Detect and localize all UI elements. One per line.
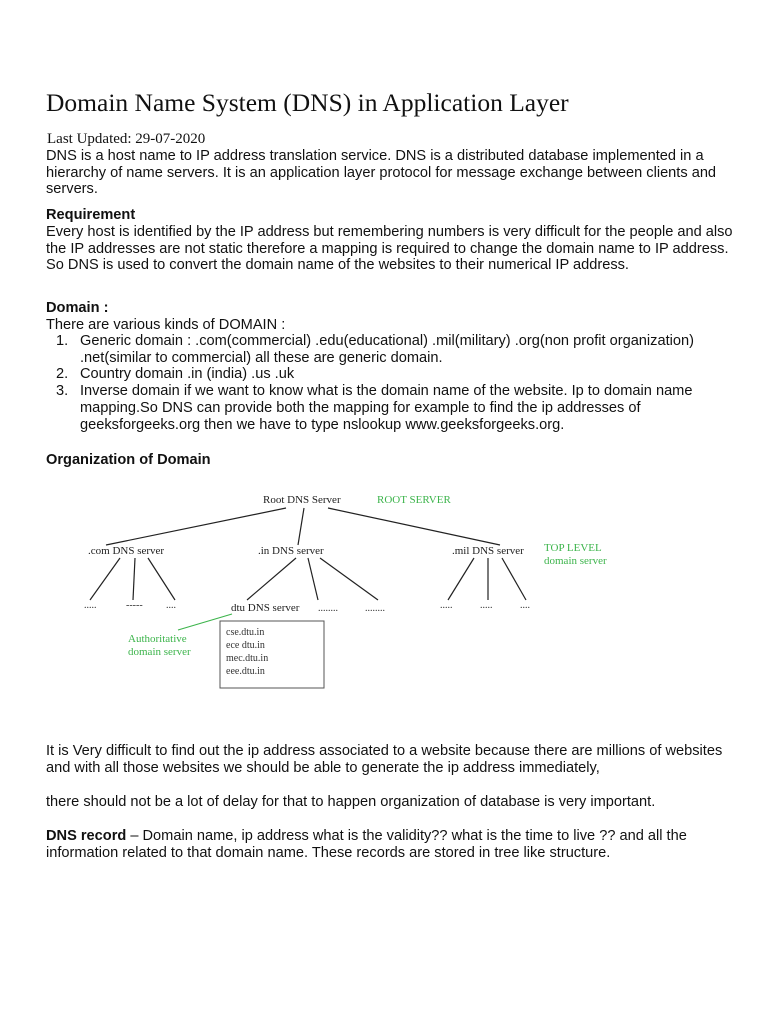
record-entry: eee.dtu.in xyxy=(226,666,265,677)
record-entry: cse.dtu.in xyxy=(226,627,265,638)
list-item: 1. Generic domain : .com(commercial) .edu(educational) .mil(military) .org(non profit organization) .net(similar to commercial) all these are generic domain. xyxy=(56,333,694,366)
dns-record-term: DNS record xyxy=(46,828,127,844)
page-title: Domain Name System (DNS) in Application Layer xyxy=(46,88,569,117)
in-child-dots: ........ xyxy=(365,603,385,614)
in-child-dots: ........ xyxy=(318,603,338,614)
delay-paragraph: there should not be a lot of delay for that to happen organization of database is very important. xyxy=(46,794,656,810)
requirement-paragraph: Every host is identified by the IP address but remembering numbers is very difficult for the people and also the IP addresses are not static therefore a mapping is required to change the domain name to IP address. So DNS is used to convert the domain name of the websites to their numerical IP address. xyxy=(46,224,733,274)
domain-heading: Domain : xyxy=(46,300,109,316)
last-updated: Last Updated: 29-07-2020 xyxy=(47,131,206,147)
com-child-dots: .... xyxy=(166,600,176,611)
top-level-tag: TOP LEVEL xyxy=(544,542,602,554)
domain-list xyxy=(46,333,746,433)
dns-record-text: – Domain name, ip address what is the validity?? what is the time to live ?? and all the information related to that domain name. These records are stored in tree like structure. xyxy=(46,828,687,861)
mil-child-dots: .... xyxy=(520,600,530,611)
list-item: 2. Country domain .in (india) .us .uk xyxy=(56,366,295,383)
domain-intro: There are various kinds of DOMAIN : xyxy=(46,317,286,333)
record-entry: ece dtu.in xyxy=(226,640,265,651)
authoritative-tag-2: domain server xyxy=(128,646,191,658)
requirement-heading: Requirement xyxy=(46,207,136,223)
in-server-label: .in DNS server xyxy=(258,545,324,557)
authoritative-tag: Authoritative xyxy=(128,633,187,645)
com-child-dots: ----- xyxy=(126,600,143,611)
root-server-tag: ROOT SERVER xyxy=(377,494,451,506)
top-level-tag-2: domain server xyxy=(544,555,607,567)
root-server-label: Root DNS Server xyxy=(263,494,341,506)
dns-hierarchy-diagram xyxy=(60,478,660,703)
organization-heading: Organization of Domain xyxy=(46,452,211,468)
list-item: 3. Inverse domain if we want to know what is the domain name of the website. Ip to domain name mapping.So DNS can provide both the mapping for example to find the ip addresses of geeksforgeeks.org then we have to type nslookup www.geeksforgeeks.org. xyxy=(56,383,693,433)
mil-child-dots: ..... xyxy=(440,600,453,611)
intro-paragraph: DNS is a host name to IP address translation service. DNS is a distributed database implemented in a hierarchy of name servers. It is an application layer protocol for message exchange between clients and servers. xyxy=(46,148,717,198)
dns-record-paragraph xyxy=(46,828,746,861)
com-child-dots: ..... xyxy=(84,600,97,611)
com-server-label: .com DNS server xyxy=(88,545,165,557)
record-entry: mec.dtu.in xyxy=(226,653,269,664)
dtu-server-label: dtu DNS server xyxy=(231,602,300,614)
mil-server-label: .mil DNS server xyxy=(452,545,524,557)
website-difficulty-paragraph: It is Very difficult to find out the ip address associated to a website because there are millions of websites and with all those websites we should be able to generate the ip address immediately, xyxy=(46,743,723,776)
mil-child-dots: ..... xyxy=(480,600,493,611)
